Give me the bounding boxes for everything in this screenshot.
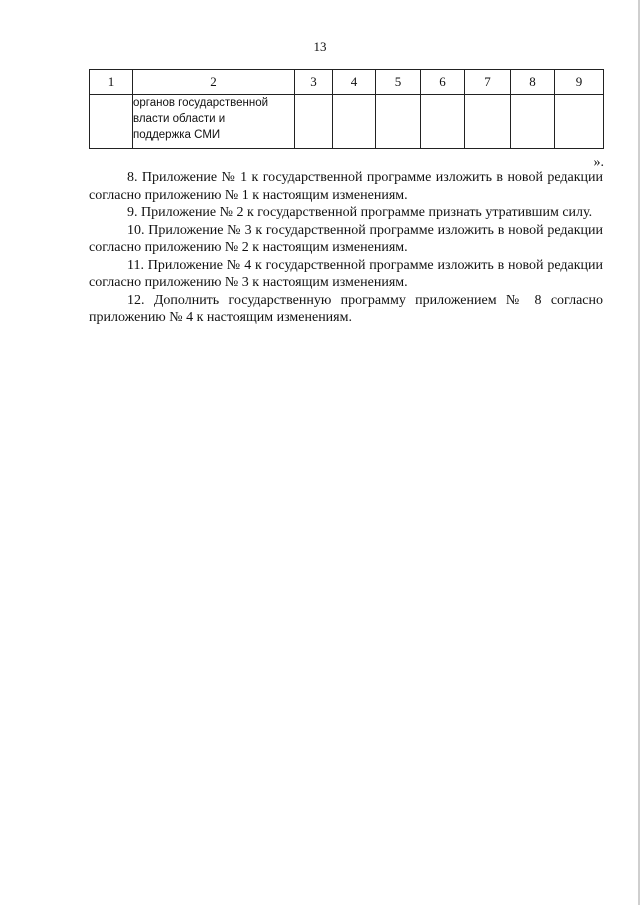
column-header-6: 6 — [421, 70, 465, 95]
table-cell-description: органов государственной власти области и поддержка СМИ — [133, 95, 295, 149]
closing-quote: ». — [593, 155, 604, 170]
column-header-7: 7 — [465, 70, 511, 95]
paragraph-9: 9. Приложение № 2 к государственной программе признать утратившим силу. — [127, 205, 593, 220]
table-cell-5 — [376, 95, 421, 149]
page-number: 13 — [313, 39, 327, 54]
column-header-9: 9 — [555, 70, 604, 95]
column-header-2: 2 — [133, 70, 295, 95]
table-cell-4 — [333, 95, 376, 149]
column-header-4: 4 — [333, 70, 376, 95]
paragraph-11: 11. Приложение № 4 к государственной программе изложить в новой редакции согласно приложению № 3 к настоящим изменениям. — [89, 257, 603, 290]
table-header-row — [90, 70, 604, 95]
column-header-8: 8 — [511, 70, 555, 95]
column-header-5: 5 — [376, 70, 421, 95]
table-cell-1 — [90, 95, 133, 149]
column-header-1: 1 — [90, 70, 133, 95]
table-cell-9 — [555, 95, 604, 149]
amendment-text — [89, 169, 603, 327]
table-cell-3 — [295, 95, 333, 149]
table-cell-6 — [421, 95, 465, 149]
table-row — [90, 95, 604, 149]
paragraph-8: 8. Приложение № 1 к государственной программе изложить в новой редакции согласно приложению № 1 к настоящим изменениям. — [89, 170, 603, 203]
column-header-3: 3 — [295, 70, 333, 95]
table-cell-7 — [465, 95, 511, 149]
paragraph-12: 12. Дополнить государственную программу приложением № 8 согласно приложению № 4 к настоящим изменениям. — [89, 292, 603, 325]
paragraph-10: 10. Приложение № 3 к государственной программе изложить в новой редакции согласно приложению № 2 к настоящим изменениям. — [89, 222, 603, 255]
table-cell-8 — [511, 95, 555, 149]
continuation-table — [89, 69, 604, 149]
